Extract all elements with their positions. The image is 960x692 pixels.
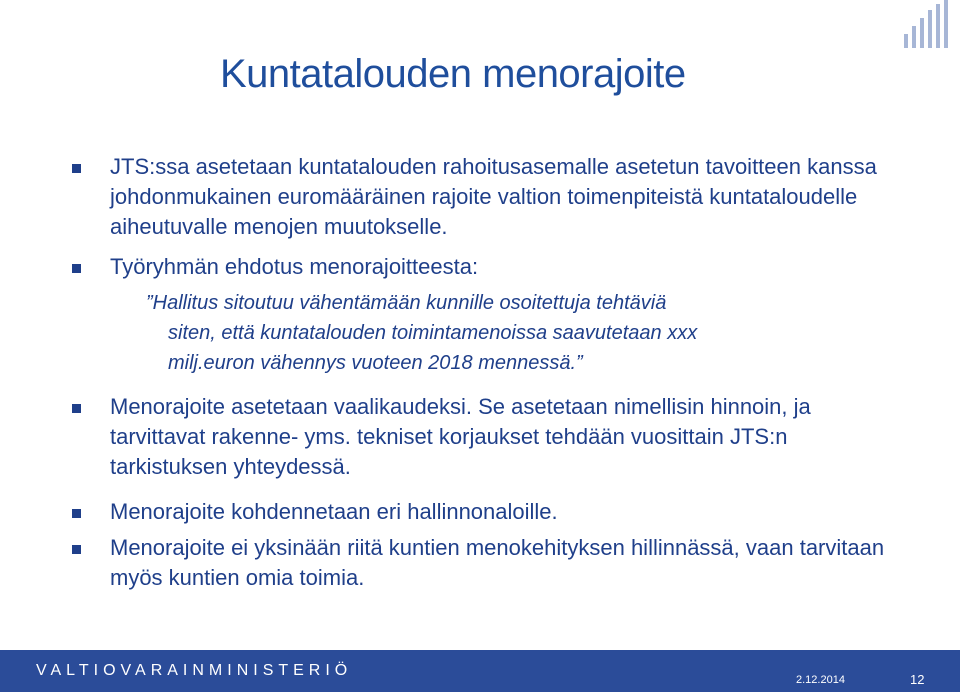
quote-line-3: milj.euron vähennys vuoteen 2018 mennessä.” [168, 352, 583, 374]
ministry-logo-text: VALTIOVARAINMINISTERIÖ [36, 662, 353, 679]
quote-line-1: ”Hallitus sitoutuu vähentämään kunnille osoitettuja tehtäviä [146, 292, 667, 314]
bullet-3: Menorajoite asetetaan vaalikaudeksi. Se asetetaan nimellisin hinnoin, ja tarvittavat rakenne- yms. tekniset korjaukset tehdään vuosittain JTS:n tarkistuksen yhteydessä. [110, 394, 811, 479]
quote-line-2: siten, että kuntatalouden toimintamenoissa saavutetaan xxx [168, 322, 698, 344]
bullet-1: JTS:ssa asetetaan kuntatalouden rahoitusasemalle asetetun tavoitteen kanssa johdonmukainen euromääräinen rajoite valtion toimenpiteistä kuntataloudelle aiheutuvalle menojen muutokselle. [110, 154, 877, 239]
bullet-square-icon [72, 404, 81, 413]
bullet-square-icon [72, 264, 81, 273]
footer-bar [0, 650, 960, 692]
slide-title: Kuntatalouden menorajoite [220, 52, 686, 96]
bullet-4: Menorajoite kohdennetaan eri hallinnonaloille. [110, 499, 558, 524]
bullet-square-icon [72, 509, 81, 518]
bullet-square-icon [72, 545, 81, 554]
bullet-2: Työryhmän ehdotus menorajoitteesta: [110, 254, 479, 279]
bullet-square-icon [72, 164, 81, 173]
corner-decoration [904, 0, 960, 48]
bullet-5: Menorajoite ei yksinään riitä kuntien menokehityksen hillinnässä, vaan tarvitaan myös kuntien omia toimia. [110, 535, 885, 590]
proposal-quote [146, 288, 886, 378]
page-number: 12 [910, 672, 925, 687]
slide-date: 2.12.2014 [796, 674, 845, 686]
